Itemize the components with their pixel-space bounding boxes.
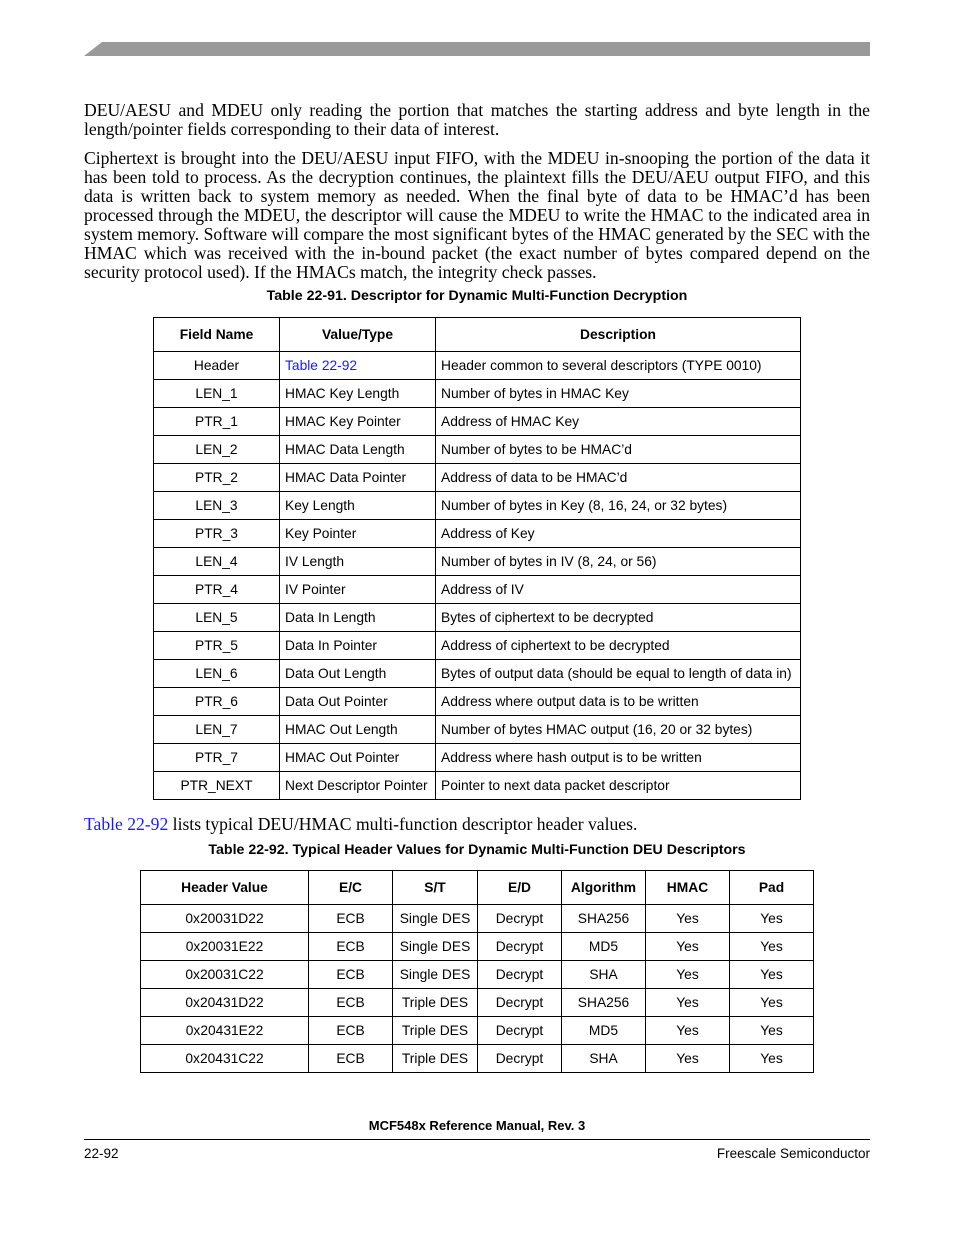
field-name-cell: LEN_1 (154, 380, 280, 408)
field-name-cell: LEN_2 (154, 436, 280, 464)
table-row (154, 632, 801, 660)
table-cell: Single DES (393, 933, 478, 961)
field-name-cell: PTR_2 (154, 464, 280, 492)
table-cell: ECB (309, 1017, 393, 1045)
table-cell: Yes (646, 905, 730, 933)
table-cell: Decrypt (478, 1017, 562, 1045)
table-cell: Decrypt (478, 1045, 562, 1073)
table-cell: Yes (646, 933, 730, 961)
table-row (154, 660, 801, 688)
description-cell: Bytes of output data (should be equal to length of data in) (436, 660, 801, 688)
table-cell: Decrypt (478, 961, 562, 989)
table-row (154, 548, 801, 576)
description-cell: Number of bytes HMAC output (16, 20 or 32 bytes) (436, 716, 801, 744)
value-type-cell: HMAC Key Pointer (280, 408, 436, 436)
table-row (154, 408, 801, 436)
description-cell: Address of IV (436, 576, 801, 604)
description-cell: Header common to several descriptors (TYPE 0010) (436, 352, 801, 380)
field-name-cell: LEN_7 (154, 716, 280, 744)
table-cell: Triple DES (393, 1045, 478, 1073)
description-cell: Address of ciphertext to be decrypted (436, 632, 801, 660)
description-cell: Number of bytes to be HMAC’d (436, 436, 801, 464)
company-name: Freescale Semiconductor (716, 1146, 870, 1161)
table-cell: 0x20431E22 (141, 1017, 309, 1045)
table-row (154, 744, 801, 772)
table-cell: SHA (562, 961, 646, 989)
column-header: Field Name (154, 318, 280, 352)
table-cell: Yes (730, 961, 814, 989)
value-type-cell: Data In Length (280, 604, 436, 632)
paragraph-2: Ciphertext is brought into the DEU/AESU input FIFO, with the MDEU in-snooping the portion of the data it has been told to process. As the decryption continues, the plaintext fills the DEU/AEU output FIFO, and this data is written back to system memory as needed. When the final byte of data to be HMAC’d has been processed through the MDEU, the descriptor will cause the MDEU to write the HMAC to the indicated area in system memory. Software will compare the most significant bytes of the HMAC generated by the SEC with the HMAC which was received with the in-bound packet (the exact number of bytes compared depend on the security protocol used). If the HMACs match, the integrity check passes. (84, 148, 870, 282)
field-name-cell: LEN_3 (154, 492, 280, 520)
table-row (141, 989, 814, 1017)
table-cell: Yes (730, 1017, 814, 1045)
value-type-cell: HMAC Out Length (280, 716, 436, 744)
table-cell: 0x20031D22 (141, 905, 309, 933)
paragraph-1: DEU/AESU and MDEU only reading the portion that matches the starting address and byte length in the length/pointer fields corresponding to their data of interest. (84, 100, 870, 139)
table-row (154, 436, 801, 464)
field-name-cell: PTR_6 (154, 688, 280, 716)
field-name-cell: LEN_6 (154, 660, 280, 688)
field-name-cell: LEN_4 (154, 548, 280, 576)
description-cell: Address where hash output is to be written (436, 744, 801, 772)
description-cell: Number of bytes in Key (8, 16, 24, or 32 bytes) (436, 492, 801, 520)
table-22-92-link[interactable]: Table 22-92 (84, 814, 169, 834)
value-type-cell: IV Pointer (280, 576, 436, 604)
table-cell: MD5 (562, 933, 646, 961)
table-row (141, 933, 814, 961)
value-type-cell: Key Length (280, 492, 436, 520)
field-name-cell: PTR_NEXT (154, 772, 280, 800)
page-number: 22-92 (84, 1146, 119, 1161)
footer-rule (84, 1139, 870, 1140)
table-cell: SHA (562, 1045, 646, 1073)
table-cell: ECB (309, 1045, 393, 1073)
header-values-table (140, 870, 814, 1073)
description-cell: Address of HMAC Key (436, 408, 801, 436)
table-cell: 0x20431D22 (141, 989, 309, 1017)
table2-caption: Table 22-92. Typical Header Values for Dynamic Multi-Function DEU Descriptors (208, 842, 746, 858)
description-cell: Address of data to be HMAC’d (436, 464, 801, 492)
table-cell: Decrypt (478, 933, 562, 961)
field-name-cell: Header (154, 352, 280, 380)
column-header: Algorithm (562, 871, 646, 905)
table-cell: 0x20431C22 (141, 1045, 309, 1073)
field-name-cell: LEN_5 (154, 604, 280, 632)
value-type-cell (280, 352, 436, 380)
descriptor-table (153, 317, 801, 800)
table-cell: Yes (730, 989, 814, 1017)
table-cell: Triple DES (393, 989, 478, 1017)
table-cell: 0x20031C22 (141, 961, 309, 989)
table-cell: Yes (646, 1045, 730, 1073)
paragraph-3-text: lists typical DEU/HMAC multi-function descriptor header values. (168, 814, 638, 834)
table-cell: 0x20031E22 (141, 933, 309, 961)
field-name-cell: PTR_1 (154, 408, 280, 436)
column-header: Header Value (141, 871, 309, 905)
value-type-cell: HMAC Key Length (280, 380, 436, 408)
table-cell: SHA256 (562, 989, 646, 1017)
column-header: Description (436, 318, 801, 352)
paragraph-3 (84, 815, 870, 834)
footer-title: MCF548x Reference Manual, Rev. 3 (368, 1118, 586, 1133)
value-type-cell: Data In Pointer (280, 632, 436, 660)
table-row (154, 380, 801, 408)
table-row (154, 520, 801, 548)
column-header: S/T (393, 871, 478, 905)
table-cell: SHA256 (562, 905, 646, 933)
description-cell: Pointer to next data packet descriptor (436, 772, 801, 800)
description-cell: Address of Key (436, 520, 801, 548)
table-row (154, 716, 801, 744)
column-header: HMAC (646, 871, 730, 905)
table-cell: Yes (646, 961, 730, 989)
table-row (154, 352, 801, 380)
value-type-cell: HMAC Data Pointer (280, 464, 436, 492)
value-type-cell: Next Descriptor Pointer (280, 772, 436, 800)
value-type-cell: IV Length (280, 548, 436, 576)
value-type-cell: Key Pointer (280, 520, 436, 548)
field-name-cell: PTR_4 (154, 576, 280, 604)
table-row (154, 464, 801, 492)
field-name-cell: PTR_7 (154, 744, 280, 772)
table-cell: Yes (646, 989, 730, 1017)
header-bar (84, 42, 870, 56)
value-type-cell: HMAC Data Length (280, 436, 436, 464)
table-cell: ECB (309, 989, 393, 1017)
table-row (141, 905, 814, 933)
table-row (141, 961, 814, 989)
table-row (154, 604, 801, 632)
table-cell: MD5 (562, 1017, 646, 1045)
table-row (154, 772, 801, 800)
table-cell: Triple DES (393, 1017, 478, 1045)
description-cell: Number of bytes in IV (8, 24, or 56) (436, 548, 801, 576)
table-cell: Yes (730, 1045, 814, 1073)
table-row (154, 688, 801, 716)
description-cell: Bytes of ciphertext to be decrypted (436, 604, 801, 632)
value-type-cell: Data Out Length (280, 660, 436, 688)
table-22-92-link[interactable]: Table 22-92 (285, 358, 358, 373)
description-cell: Address where output data is to be written (436, 688, 801, 716)
table1-caption: Table 22-91. Descriptor for Dynamic Multi-Function Decryption (266, 288, 688, 304)
table-cell: ECB (309, 933, 393, 961)
table-cell: Decrypt (478, 905, 562, 933)
column-header: E/D (478, 871, 562, 905)
field-name-cell: PTR_5 (154, 632, 280, 660)
table-cell: Yes (730, 905, 814, 933)
table-cell: Decrypt (478, 989, 562, 1017)
table-cell: Single DES (393, 905, 478, 933)
description-cell: Number of bytes in HMAC Key (436, 380, 801, 408)
value-type-cell: Data Out Pointer (280, 688, 436, 716)
column-header: E/C (309, 871, 393, 905)
table-row (154, 576, 801, 604)
column-header: Pad (730, 871, 814, 905)
field-name-cell: PTR_3 (154, 520, 280, 548)
table-row (154, 492, 801, 520)
table-cell: ECB (309, 905, 393, 933)
table-cell: Single DES (393, 961, 478, 989)
table-row (141, 1045, 814, 1073)
value-type-cell: HMAC Out Pointer (280, 744, 436, 772)
table-cell: Yes (646, 1017, 730, 1045)
table-cell: ECB (309, 961, 393, 989)
table-cell: Yes (730, 933, 814, 961)
table-row (141, 1017, 814, 1045)
column-header: Value/Type (280, 318, 436, 352)
